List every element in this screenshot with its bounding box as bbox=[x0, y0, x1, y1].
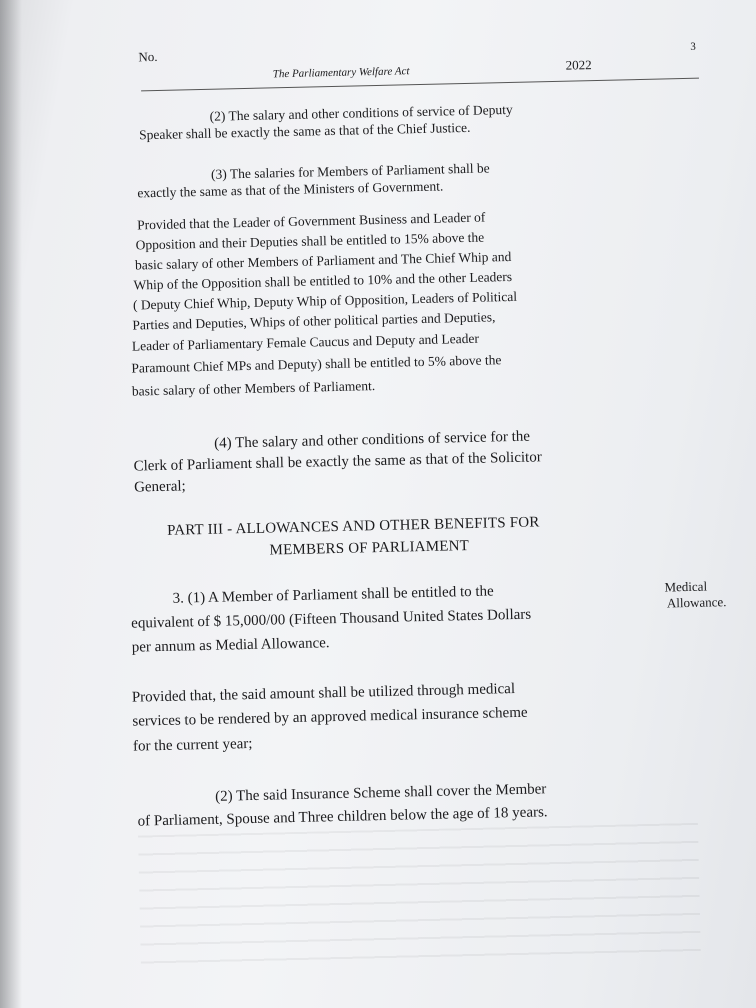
proviso-line-5: ( Deputy Chief Whip, Deputy Whip of Opposition, Leaders of Political bbox=[132, 288, 518, 313]
running-title: The Parliamentary Welfare Act bbox=[272, 65, 410, 81]
bleed-through-text bbox=[138, 823, 701, 966]
proviso-line-7: Leader of Parliamentary Female Caucus and Deputy and Leader bbox=[131, 330, 480, 354]
s2-line-1: (2) The salary and other conditions of service of Deputy bbox=[209, 101, 513, 124]
margin-note-line-2: Allowance. bbox=[666, 594, 727, 611]
part-heading-line-1: PART III - ALLOWANCES AND OTHER BENEFITS FOR bbox=[166, 514, 540, 539]
proviso-line-2: Opposition and their Deputies shall be entitled to 15% above the bbox=[135, 229, 485, 253]
running-year: 2022 bbox=[565, 57, 592, 73]
s4-line-3: General; bbox=[133, 478, 186, 496]
proviso-line-4: Whip of the Opposition shall be entitled to 10% and the other Leaders bbox=[133, 268, 513, 293]
proviso-line-1: Provided that the Leader of Government Business and Leader of bbox=[136, 209, 486, 233]
s2-line-2: Speaker shall be exactly the same as that of the Chief Justice. bbox=[138, 119, 471, 143]
s31-line-3: per annum as Medial Allowance. bbox=[131, 635, 330, 656]
proviso2-line-3: for the current year; bbox=[132, 735, 253, 755]
number-label: No. bbox=[138, 48, 158, 65]
s4-line-2: Clerk of Parliament shall be exactly the same as that of the Solicitor bbox=[133, 449, 542, 475]
s31-line-2: equivalent of $ 15,000/00 (Fifteen Thousand United States Dollars bbox=[131, 606, 532, 632]
s3-line-2: exactly the same as that of the Ministers of Government. bbox=[137, 178, 444, 201]
proviso-line-3: basic salary of other Members of Parliament and The Chief Whip and bbox=[134, 248, 512, 273]
s4-line-1: (4) The salary and other conditions of service for the bbox=[213, 428, 531, 452]
header-rule bbox=[141, 78, 699, 92]
proviso2-line-1: Provided that, the said amount shall be utilized through medical bbox=[131, 680, 516, 706]
part-heading-line-2: MEMBERS OF PARLIAMENT bbox=[269, 537, 470, 559]
margin-note-line-1: Medical bbox=[664, 578, 708, 595]
s31-line-1: 3. (1) A Member of Parliament shall be entitled to the bbox=[172, 583, 494, 607]
proviso-line-6: Parties and Deputies, Whips of other political parties and Deputies, bbox=[132, 309, 496, 333]
s3-line-1: (3) The salaries for Members of Parliament shall be bbox=[210, 160, 490, 182]
proviso2-line-2: services to be rendered by an approved medical insurance scheme bbox=[132, 704, 528, 730]
proviso-line-9: basic salary of other Members of Parliament. bbox=[131, 378, 376, 399]
proviso-line-8: Paramount Chief MPs and Deputy) shall be entitled to 5% above the bbox=[131, 352, 502, 376]
page-number: 3 bbox=[690, 40, 696, 53]
s32-line-2: of Parliament, Spouse and Three children below the age of 18 years. bbox=[137, 804, 548, 830]
s32-line-1: (2) The said Insurance Scheme shall cover the Member bbox=[214, 781, 547, 805]
